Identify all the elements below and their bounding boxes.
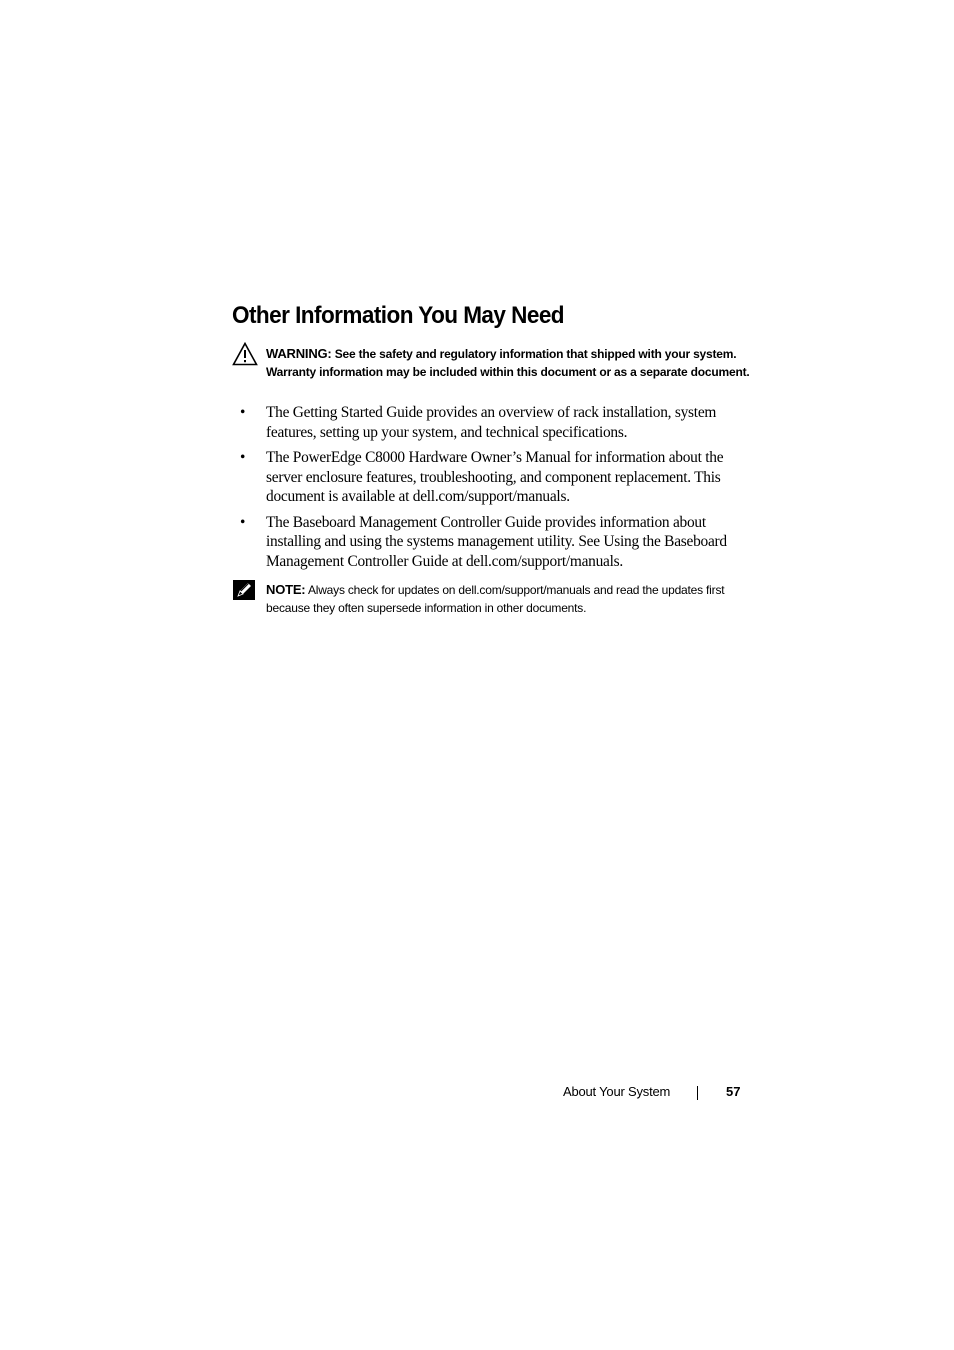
page-title: Other Information You May Need [232, 302, 565, 329]
list-item-suffix: . [566, 488, 570, 505]
list-item-text: The Getting Started Guide provides an overview of rack installation, system features, setting up your system, and technical specifications. [266, 404, 717, 441]
warning-text-block [266, 345, 752, 381]
page-footer [563, 1084, 743, 1104]
info-list [232, 403, 752, 577]
note-text-block [266, 581, 752, 617]
manuals-link[interactable]: dell.com/support/manuals [412, 488, 567, 505]
warning-message: See the safety and regulatory information that shipped with your system. Warranty information may be included within this document or as a separate document. [266, 347, 750, 379]
note-manuals-link[interactable]: dell.com/support/manuals [458, 583, 591, 597]
note-text-after: and read the updates first because they often supersede information in other documents. [266, 583, 725, 615]
list-item [232, 403, 752, 442]
list-item-text: The PowerEdge C8000 Hardware Owner’s Manual for information about the server enclosure features, troubleshooting, and component replacement. This document is available at [266, 449, 724, 505]
list-item [232, 513, 752, 572]
bullet-icon: • [240, 404, 246, 421]
warning-label: WARNING: [266, 346, 332, 361]
footer-section-title: About Your System [563, 1084, 671, 1099]
note-pencil-icon [232, 579, 258, 603]
manuals-link[interactable]: dell.com/support/manuals [465, 552, 620, 570]
footer-divider [697, 1086, 698, 1100]
bullet-icon: • [240, 513, 246, 531]
list-item [232, 448, 752, 507]
page-number: 57 [726, 1084, 741, 1099]
list-item-text: The Baseboard Management Controller Guide provides information about installing and using the systems management utility. See Using the Baseboard Management Controller Guide at [266, 513, 727, 570]
list-item-suffix: . [619, 552, 624, 570]
warning-triangle-icon [232, 342, 258, 366]
note-text-before: Always check for updates on [307, 583, 459, 597]
note-label: NOTE: [266, 582, 306, 597]
bullet-icon: • [240, 449, 246, 466]
